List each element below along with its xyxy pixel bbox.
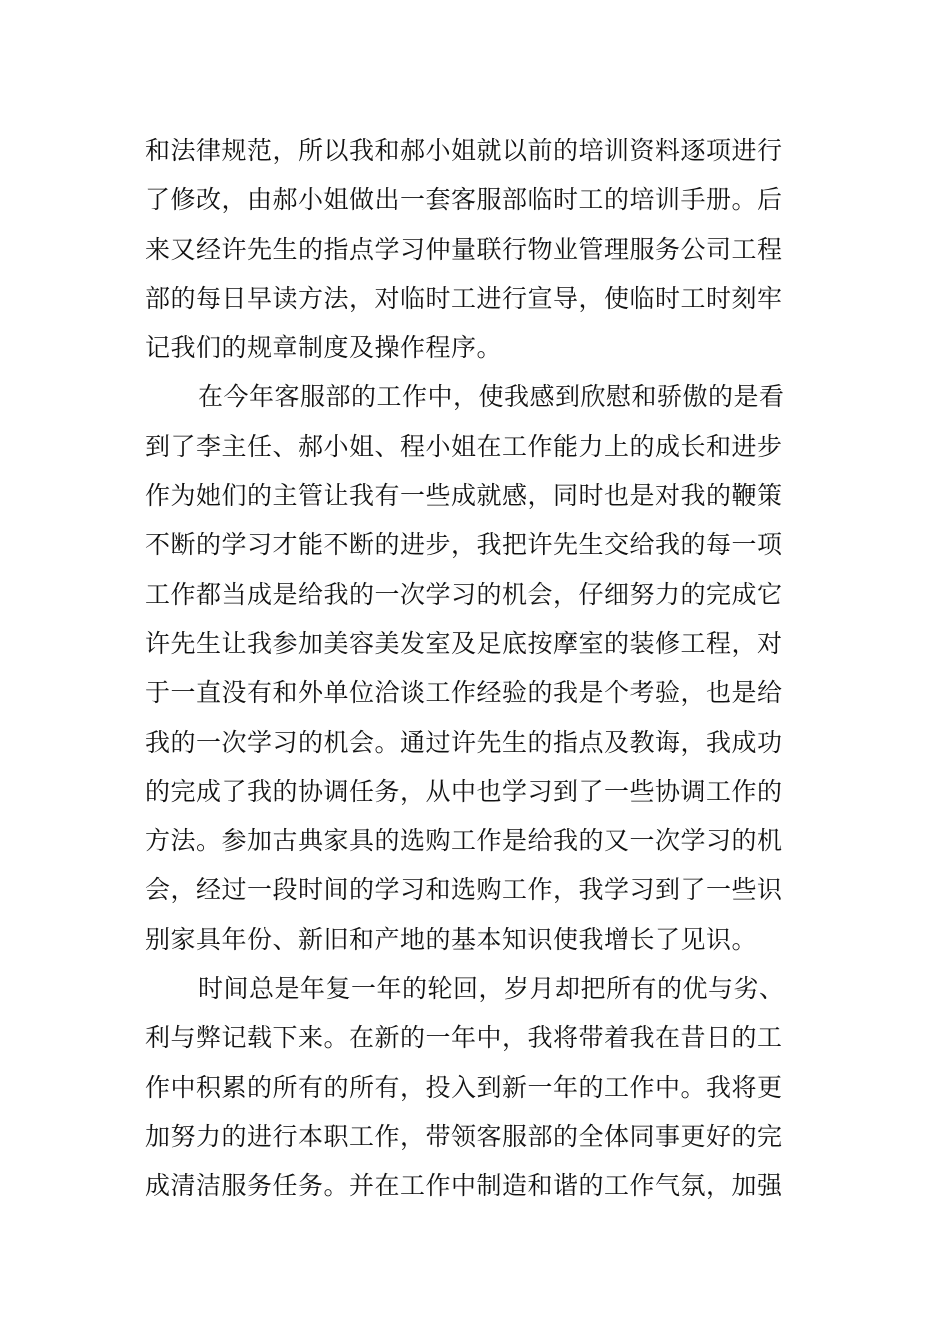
- text-line: 成清洁服务任务。并在工作中制造和谐的工作气氛，加强: [145, 1171, 783, 1201]
- text-line: 会，经过一段时间的学习和选购工作，我学习到了一些识: [145, 875, 783, 905]
- text-line: 来又经许先生的指点学习仲量联行物业管理服务公司工程: [145, 234, 783, 264]
- text-line: 部的每日早读方法，对临时工进行宣导，使临时工时刻牢: [145, 283, 783, 313]
- text-line: 我的一次学习的机会。通过许先生的指点及教诲，我成功: [145, 727, 783, 757]
- paragraph-start-line: 时间总是年复一年的轮回，岁月却把所有的优与劣、: [198, 974, 785, 1004]
- text-line: 加努力的进行本职工作，带领客服部的全体同事更好的完: [145, 1121, 783, 1151]
- text-line: 别家具年份、新旧和产地的基本知识使我增长了见识。: [145, 924, 758, 954]
- text-line: 方法。参加古典家具的选购工作是给我的又一次学习的机: [145, 826, 783, 856]
- text-line: 于一直没有和外单位洽谈工作经验的我是个考验，也是给: [145, 678, 783, 708]
- text-line: 作中积累的所有的所有，投入到新一年的工作中。我将更: [145, 1072, 783, 1102]
- text-line: 和法律规范，所以我和郝小姐就以前的培训资料逐项进行: [145, 136, 783, 165]
- text-line: 记我们的规章制度及操作程序。: [145, 333, 503, 363]
- text-line: 的完成了我的协调任务，从中也学习到了一些协调工作的: [145, 776, 783, 806]
- text-line: 不断的学习才能不断的进步，我把许先生交给我的每一项: [145, 530, 783, 560]
- text-line: 许先生让我参加美容美发室及足底按摩室的装修工程，对: [145, 628, 783, 658]
- text-line: 工作都当成是给我的一次学习的机会，仔细努力的完成它: [145, 579, 783, 609]
- text-line: 到了李主任、郝小姐、程小姐在工作能力上的成长和进步: [145, 431, 783, 461]
- text-line: 利与弊记载下来。在新的一年中，我将带着我在昔日的工: [145, 1023, 783, 1053]
- text-line: 作为她们的主管让我有一些成就感，同时也是对我的鞭策: [145, 481, 783, 511]
- paragraph-start-line: 在今年客服部的工作中，使我感到欣慰和骄傲的是看: [198, 382, 785, 412]
- body-text: [145, 126, 810, 1211]
- text-line: 了修改，由郝小姐做出一套客服部临时工的培训手册。后: [145, 185, 783, 215]
